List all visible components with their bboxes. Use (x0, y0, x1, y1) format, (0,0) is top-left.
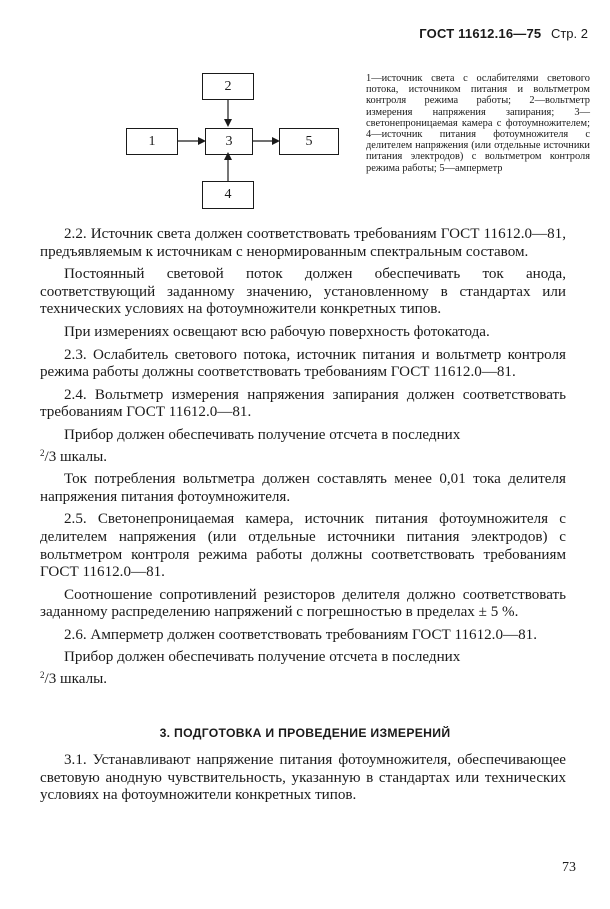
paragraph-resistor-ratio: Соотношение сопротивлений резисторов делителя должно соответствовать заданному распределению напряжений с погрешностью в пределах ± 5 %. (40, 586, 566, 621)
paragraph-reading-1 (40, 427, 566, 466)
arrowhead-2-to-3 (224, 119, 232, 127)
reading-text-1: Прибор должен обеспечивать получение отсчета в последних (64, 426, 461, 443)
fraction-1: $^2$/3 (40, 447, 57, 465)
block-diagram (126, 73, 348, 213)
paragraph-2-4: 2.4. Вольтметр измерения напряжения запирания должен соответствовать требованиям ГОСТ 11612.0—81. (40, 386, 566, 421)
block-1: 1 (126, 128, 178, 155)
fraction-tail-2: шкалы. (56, 671, 108, 688)
block-4: 4 (202, 181, 254, 209)
standard-number: ГОСТ 11612.16—75 (419, 26, 542, 41)
body-text (40, 226, 566, 689)
page-label: Стр. 2 (550, 26, 588, 41)
paragraph-luminous-flux: Постоянный световой поток должен обеспечивать ток анода, соответствующий заданному значению, установленному в стандартах или технических условиях на фотоумножители конкретных типов. (40, 266, 566, 318)
paragraph-reading-2 (40, 649, 566, 688)
fraction-num-2: 2 (40, 670, 45, 681)
fraction-den-2: 3 (48, 671, 57, 688)
section-3-text (40, 752, 566, 805)
paragraph-3-1: 3.1. Устанавливают напряжение питания фотоумножителя, обеспечивающее световую анодную чувствительность, указанную в стандартах или технических условиях на фотоумножители конкретных типов. (40, 752, 566, 804)
fraction-tail-1: шкалы. (56, 448, 108, 465)
block-3: 3 (205, 128, 253, 155)
section-3-title: 3. ПОДГОТОВКА И ПРОВЕДЕНИЕ ИЗМЕРЕНИЙ (159, 726, 451, 740)
diagram-legend: 1—источник света с ослабителями светового потока, источником питания и вольтметром контроля режима работы; 2—вольтметр измерения напряжения запирания; 3—светонепроницаемая камера с фотоумножителем; 4—источник питания фотоумножителя с делителем напряжения (или отдельные источники питания электродов) с вольтметром контроля режима работы; 5—амперметр (366, 73, 590, 174)
block-5: 5 (279, 128, 339, 155)
paragraph-2-3: 2.3. Ослабитель светового потока, источник питания и вольтметр контроля режима работы должны соответствовать требованиям ГОСТ 11612.0—81. (40, 346, 566, 381)
reading-text-2: Прибор должен обеспечивать получение отсчета в последних (64, 649, 461, 666)
paragraph-illumination: При измерениях освещают всю рабочую поверхность фотокатода. (64, 323, 490, 340)
page-header (419, 26, 588, 41)
paragraph-2-5: 2.5. Светонепроницаемая камера, источник питания фотоумножителя с делителем напряжения (или отдельные источники питания электродов) с вольтметром контроля режима работы должны соответствовать требованиям ГОСТ 11612.0—81. (40, 511, 566, 581)
fraction-den-1: 3 (48, 448, 57, 465)
block-2: 2 (202, 73, 254, 100)
paragraph-2-6: 2.6. Амперметр должен соответствовать требованиям ГОСТ 11612.0—81. (64, 626, 537, 643)
paragraph-2-2: 2.2. Источник света должен соответствовать требованиям ГОСТ 11612.0—81, предъявляемым к источникам с ненормированным спектральным составом. (40, 226, 566, 260)
page-number: 73 (562, 860, 576, 875)
paragraph-voltmeter-current: Ток потребления вольтметра должен составлять менее 0,01 тока делителя напряжения питания фотоумножителя. (40, 471, 566, 505)
fraction-2: $^2$/3 (40, 670, 57, 688)
fraction-num-1: 2 (40, 447, 45, 458)
